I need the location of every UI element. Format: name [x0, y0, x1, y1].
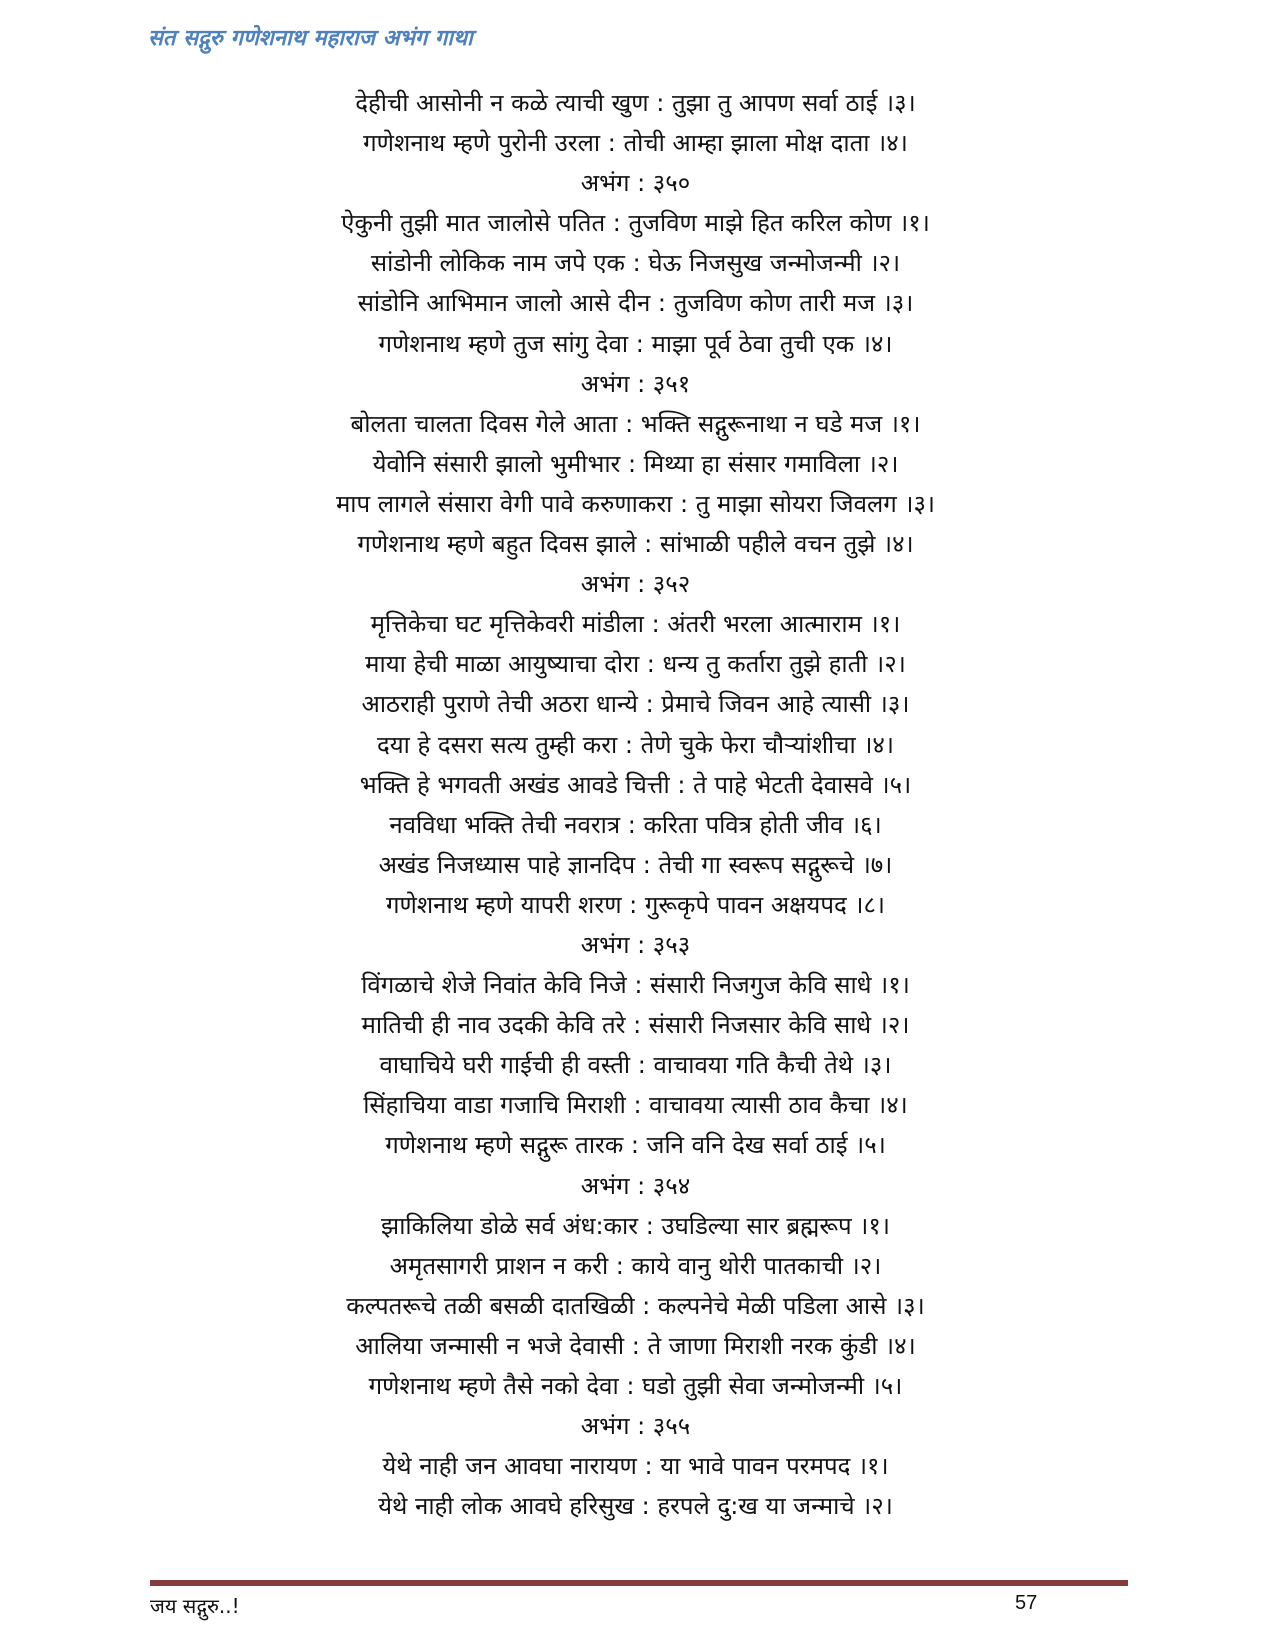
verse-line: वाघाचिये घरी गाईची ही वस्ती : वाचावया गति कैची तेथे ।३।	[379, 1051, 892, 1080]
page-header-title: संत सद्गुरु गणेशनाथ महाराज अभंग गाथा	[148, 26, 473, 51]
verse-line: आलिया जन्मासी न भजे देवासी : ते जाणा मिराशी नरक कुंडी ।४।	[355, 1331, 916, 1360]
verse-line: मातिची ही नाव उदकी केवि तरे : संसारी निजसार केवि साधे ।२।	[361, 1011, 910, 1040]
abhang-heading: अभंग : ३५०	[580, 169, 691, 198]
footer-tagline: जय सद्गुरु..!	[150, 1594, 240, 1618]
footer-divider	[150, 1580, 1128, 1586]
verse-line: येथे नाही लोक आवघे हरिसुख : हरपले दु:ख या जन्माचे ।२।	[378, 1492, 893, 1521]
verse-line: सांडोनि आभिमान जालो आसे दीन : तुजविण कोण तारी मज ।३।	[357, 289, 914, 318]
abhang-heading: अभंग : ३५५	[580, 1412, 691, 1441]
verse-line: सिंहाचिया वाडा गजाचि मिराशी : वाचावया त्यासी ठाव कैचा ।४।	[363, 1091, 908, 1120]
verse-line: गणेशनाथ म्हणे तुज सांगु देवा : माझा पूर्व ठेवा तुची एक ।४।	[378, 329, 893, 358]
verse-line: अमृतसागरी प्राशन न करी : काये वानु थोरी पातकाची ।२।	[389, 1251, 882, 1280]
verse-line: गणेशनाथ म्हणे यापरी शरण : गुरूकृपे पावन अक्षयपद ।८।	[385, 890, 886, 919]
verse-line: झाकिलिया डोळे सर्व अंध:कार : उघडिल्या सार ब्रह्मरूप ।१।	[381, 1211, 890, 1240]
verse-line: आठराही पुराणे तेची अठरा धान्ये : प्रेमाचे जिवन आहे त्यासी ।३।	[361, 690, 910, 719]
abhang-heading: अभंग : ३५१	[580, 369, 691, 398]
verse-line: बोलता चालता दिवस गेले आता : भक्ति सद्गुरूनाथा न घडे मज ।१।	[350, 409, 921, 438]
verse-line: माप लागले संसारा वेगी पावे करुणाकरा : तु माझा सोयरा जिवलग ।३।	[335, 489, 936, 518]
abhang-heading: अभंग : ३५४	[580, 1171, 691, 1200]
verse-line: नवविधा भक्ति तेची नवरात्र : करिता पवित्र होती जीव ।६।	[389, 810, 882, 839]
abhang-heading: अभंग : ३५२	[580, 570, 691, 599]
abhang-text-block	[148, 83, 1123, 1526]
verse-line: देहीची आसोनी न कळे त्याची खुण : तुझा तु आपण सर्वा ठाई ।३।	[355, 89, 916, 117]
verse-line: माया हेची माळा आयुष्याचा दोरा : धन्य तु कर्तारा तुझे हाती ।२।	[365, 650, 906, 679]
verse-line: कल्पतरूचे तळी बसळी दातखिळी : कल्पनेचे मेळी पडिला आसे ।३।	[346, 1291, 925, 1320]
verse-line: मृत्तिकेचा घट मृत्तिकेवरी मांडीला : अंतरी भरला आत्माराम ।१।	[370, 610, 901, 639]
verse-line: गणेशनाथ म्हणे सद्गुरू तारक : जनि वनि देख सर्वा ठाई ।५।	[385, 1131, 886, 1160]
verse-line: अखंड निजध्यास पाहे ज्ञानदिप : तेची गा स्वरूप सद्गुरूचे ।७।	[378, 850, 893, 879]
abhang-heading: अभंग : ३५३	[580, 930, 691, 959]
verse-line: गणेशनाथ म्हणे तैसे नको देवा : घडो तुझी सेवा जन्मोजन्मी ।५।	[368, 1372, 903, 1400]
verse-line: गणेशनाथ म्हणे पुरोनी उरला : तोची आम्हा झाला मोक्ष दाता ।४।	[363, 129, 908, 158]
verse-line: भक्ति हे भगवती अखंड आवडे चित्ती : ते पाहे भेटती देवासवे ।५।	[359, 770, 912, 799]
verse-line: येथे नाही जन आवघा नारायण : या भावे पावन परमपद ।१।	[382, 1452, 889, 1481]
verse-line: ऐकुनी तुझी मात जालोसे पतित : तुजविण माझे हित करिल कोण ।१।	[341, 209, 930, 238]
verse-line: येवोनि संसारी झालो भुमीभार : मिथ्या हा संसार गमाविला ।२।	[372, 449, 899, 478]
verse-line: दया हे दसरा सत्य तुम्ही करा : तेणे चुके फेरा चौऱ्यांशीचा ।४।	[377, 730, 894, 759]
page-number: 57	[1015, 1592, 1038, 1614]
verse-line: सांडोनी लोकिक नाम जपे एक : घेऊ निजसुख जन्मोजन्मी ।२।	[370, 249, 901, 278]
verse-line: विंगळाचे शेजे निवांत केवि निजे : संसारी निजगुज केवि साधे ।१।	[361, 971, 910, 1000]
verse-line: गणेशनाथ म्हणे बहुत दिवस झाले : सांभाळी पहीले वचन तुझे ।४।	[357, 530, 914, 559]
